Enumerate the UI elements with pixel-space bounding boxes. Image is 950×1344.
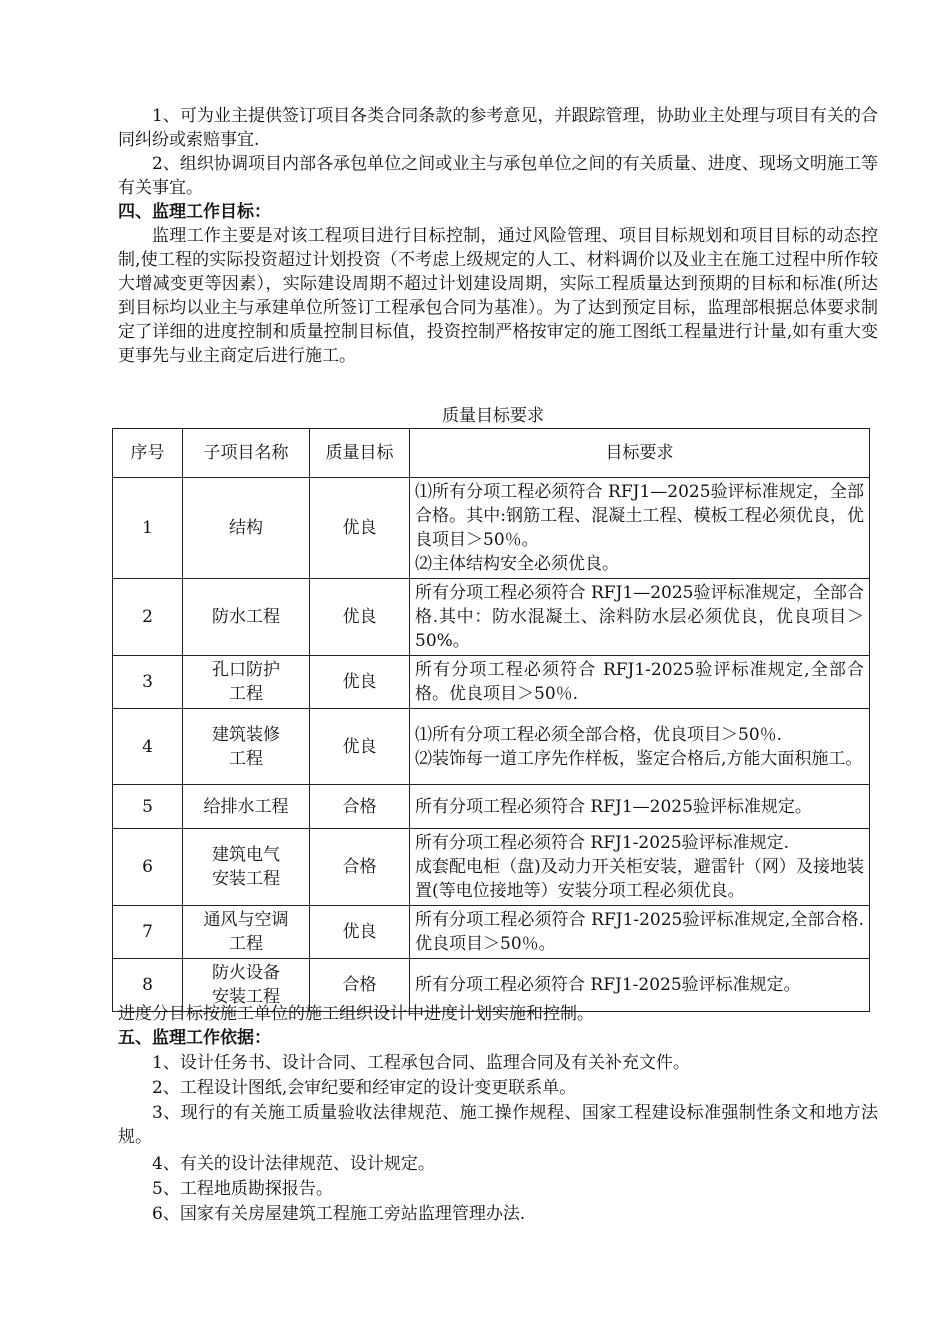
row-name: 建筑电气 安装工程 xyxy=(183,829,310,906)
table-body xyxy=(113,478,870,1012)
table-row xyxy=(113,579,870,656)
table-row xyxy=(113,709,870,785)
row-requirement: 所有分项工程必须符合 RFJ1—2025验评标准规定，全部合格.其中：防水混凝土、涂料防水层必须优良，优良项目＞50%。 xyxy=(410,579,870,656)
quality-target-table xyxy=(112,428,870,1012)
table-row xyxy=(113,829,870,906)
row-target: 优良 xyxy=(310,656,410,709)
section4-heading: 四、监理工作目标： xyxy=(118,202,271,222)
row-name: 防火设备 安装工程 xyxy=(183,959,310,1012)
header-requirement: 目标要求 xyxy=(410,429,870,478)
row-target: 合格 xyxy=(310,785,410,829)
table-caption: 质量目标要求 xyxy=(442,406,544,426)
row-no: 7 xyxy=(113,906,183,959)
row-requirement: 所有分项工程必须符合 RFJ1-2025验评标准规定,全部合格.优良项目＞50％。 xyxy=(410,906,870,959)
row-no: 2 xyxy=(113,579,183,656)
row-no: 6 xyxy=(113,829,183,906)
row-no: 1 xyxy=(113,478,183,579)
row-name: 结构 xyxy=(183,478,310,579)
table-header-row xyxy=(113,429,870,478)
section3-item-1: 1、可为业主提供签订项目各类合同条款的参考意见，并跟踪管理，协助业主处理与项目有关的合同纠纷或索赔事宜. xyxy=(118,106,878,150)
row-target: 优良 xyxy=(310,579,410,656)
row-name: 给排水工程 xyxy=(183,785,310,829)
row-requirement: 所有分项工程必须符合 RFJ1-2025验评标准规定. 成套配电柜（盘)及动力开关柜安装，避雷针（网）及接地装置(等电位接地等）安装分项工程必须优良。 xyxy=(410,829,870,906)
row-requirement: ⑴所有分项工程必须全部合格，优良项目＞50％. ⑵装饰每一道工序先作样板，鉴定合格后,方能大面积施工。 xyxy=(410,709,870,785)
section5-item-6: 6、国家有关房屋建筑工程施工旁站监理管理办法. xyxy=(152,1204,526,1224)
row-no: 8 xyxy=(113,959,183,1012)
header-no: 序号 xyxy=(113,429,183,478)
section5-item-2: 2、工程设计图纸,会审纪要和经审定的设计变更联系单。 xyxy=(152,1078,577,1098)
section3-item-2: 2、组织协调项目内部各承包单位之间或业主与承包单位之间的有关质量、进度、现场文明施工等有关事宜。 xyxy=(118,154,878,198)
progress-note: 进度分目标按施工单位的施工组织设计中进度计划实施和控制。 xyxy=(118,1004,594,1024)
row-target: 优良 xyxy=(310,906,410,959)
section5-heading: 五、监理工作依据： xyxy=(118,1028,271,1048)
row-no: 4 xyxy=(113,709,183,785)
header-name: 子项目名称 xyxy=(183,429,310,478)
row-target: 优良 xyxy=(310,709,410,785)
row-requirement: 所有分项工程必须符合 RFJ1-2025验评标准规定。 xyxy=(410,959,870,1012)
table-row xyxy=(113,656,870,709)
row-name: 孔口防护 工程 xyxy=(183,656,310,709)
row-no: 3 xyxy=(113,656,183,709)
row-name: 通风与空调 工程 xyxy=(183,906,310,959)
row-no: 5 xyxy=(113,785,183,829)
row-target: 优良 xyxy=(310,478,410,579)
row-name: 防水工程 xyxy=(183,579,310,656)
row-target: 合格 xyxy=(310,959,410,1012)
section5-item-3: 3、现行的有关施工质量验收法律规范、施工操作规程、国家工程建设标准强制性条文和地方法规。 xyxy=(118,1103,878,1147)
table-row xyxy=(113,478,870,579)
header-target: 质量目标 xyxy=(310,429,410,478)
row-requirement: ⑴所有分项工程必须符合 RFJ1—2025验评标准规定，全部合格。其中:钢筋工程、混凝土工程、模板工程必须优良，优良项目＞50％。 ⑵主体结构安全必须优良。 xyxy=(410,478,870,579)
row-name: 建筑装修 工程 xyxy=(183,709,310,785)
section5-item-5: 5、工程地质勘探报告。 xyxy=(152,1179,333,1199)
section5-item-1: 1、设计任务书、设计合同、工程承包合同、监理合同及有关补充文件。 xyxy=(152,1053,690,1073)
row-requirement: 所有分项工程必须符合 RFJ1—2025验评标准规定。 xyxy=(410,785,870,829)
table-row xyxy=(113,785,870,829)
section4-paragraph: 监理工作主要是对该工程项目进行目标控制，通过风险管理、项目目标规划和项目目标的动态控制,使工程的实际投资超过计划投资（不考虑上级规定的人工、材料调价以及业主在施工过程中所作较大增减变更等因素），实际建设周期不超过计划建设周期，实际工程质量达到预期的目标和标准(所达到目标均以业主与承建单位所签订工程承包合同为基准）。为了达到预定目标，监理部根据总体要求制定了详细的进度控制和质量控制目标值，投资控制严格按审定的施工图纸工程量进行计量,如有重大变更事先与业主商定后进行施工。 xyxy=(118,226,878,366)
table-row xyxy=(113,906,870,959)
row-requirement: 所有分项工程必须符合 RFJ1-2025验评标准规定,全部合格。优良项目＞50％. xyxy=(410,656,870,709)
section5-item-4: 4、有关的设计法律规范、设计规定。 xyxy=(152,1154,435,1174)
row-target: 合格 xyxy=(310,829,410,906)
